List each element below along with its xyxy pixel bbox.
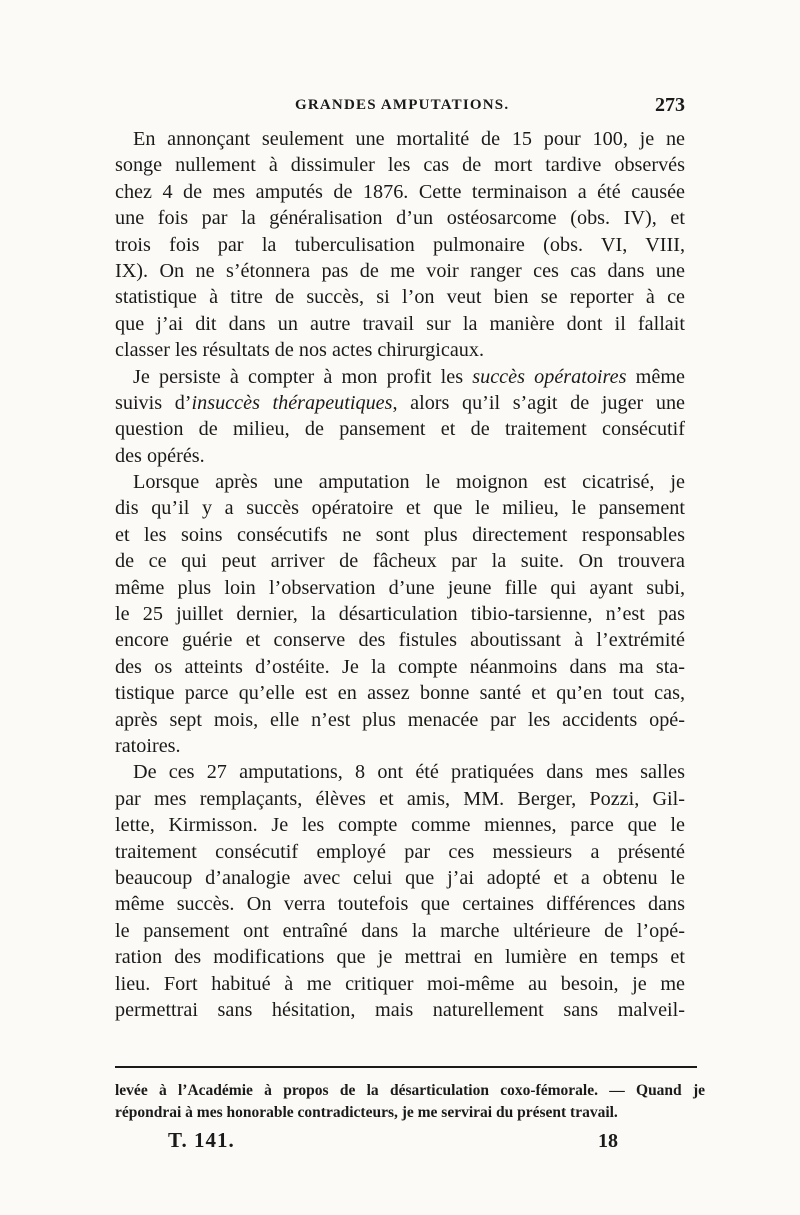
sheet-number: 18 [598,1130,618,1152]
text-line: des os atteints d’ostéite. Je la compte néanmoins dans ma sta- [115,655,685,678]
text-line: même succès. On verra toutefois que certaines différences dans [115,893,685,916]
running-title: GRANDES AMPUTATIONS. [295,97,510,113]
footnote-rule [115,1066,697,1068]
text-line [115,364,685,390]
text-line: tistique parce qu’elle est en assez bonne santé et qu’en tout cas, [115,682,685,705]
text-line: statistique à titre de succès, si l’on veut bien se reporter à ce [115,286,685,309]
text-line: trois fois par la tuberculisation pulmonaire (obs. VI, VIII, [115,233,685,256]
text-segment: suivis d’ [115,391,192,414]
italic-phrase: succès opératoires [472,365,627,388]
page-number: 273 [655,94,685,116]
text-line: de ce qui peut arriver de fâcheux par la suite. On trouvera [115,550,685,573]
text-line: le pansement ont entraîné dans la marche ultérieure de l’opé- [115,919,685,942]
text-line: Lorsque après une amputation le moignon est cicatrisé, je [133,471,685,494]
text-line: après sept mois, elle n’est plus menacée par les accidents opé- [115,708,685,731]
text-line: permettrai sans hésitation, mais naturellement sans malveil- [115,998,685,1021]
text-line: lette, Kirmisson. Je les compte comme miennes, parce que le [115,814,685,837]
text-segment: même [626,365,685,388]
running-head [115,94,685,121]
text-line: chez 4 de mes amputés de 1876. Cette terminaison a été causée [115,180,685,203]
text-line: une fois par la généralisation d’un ostéosarcome (obs. IV), et [115,207,685,230]
footnote-line: levée à l’Académie à propos de la désarticulation coxo-fémorale. — Quand je [115,1082,705,1099]
text-segment: , alors qu’il s’agit de juger une [392,391,685,414]
text-line: traitement consécutif employé par ces messieurs a présenté [115,840,685,863]
text-line [115,390,685,416]
body-text [115,126,685,1023]
text-line: De ces 27 amputations, 8 ont été pratiquées dans mes salles [133,761,685,784]
text-line: que j’ai dit dans un autre travail sur la manière dont il fallait [115,312,685,335]
text-line: lieu. Fort habitué à me critiquer moi-même au besoin, je me [115,972,685,995]
text-line: question de milieu, de pansement et de traitement consécutif [115,418,685,441]
text-line: beaucoup d’analogie avec celui que j’ai adopté et a obtenu le [115,866,685,889]
footnote-line: répondrai à mes honorable contradicteurs, je me servirai du présent travail. [115,1104,618,1121]
text-line: le 25 juillet dernier, la désarticulation tibio-tarsienne, n’est pas [115,603,685,626]
text-line: classer les résultats de nos actes chirurgicaux. [115,339,485,362]
text-line: et les soins consécutifs ne sont plus directement responsables [115,523,685,546]
text-line: En annonçant seulement une mortalité de 15 pour 100, je ne [133,128,685,150]
text-line: par mes remplaçants, élèves et amis, MM. Berger, Pozzi, Gil- [115,787,685,810]
text-line: dis qu’il y a succès opératoire et que le milieu, le pansement [115,497,685,520]
text-line: IX). On ne s’étonnera pas de me voir ranger ces cas dans une [115,259,685,282]
text-line: ration des modifications que je mettrai en lumière en temps et [115,946,685,969]
footnote [115,1080,705,1124]
text-line: même plus loin l’observation d’une jeune fille qui ayant subi, [115,576,685,599]
text-line: songe nullement à dissimuler les cas de mort tardive observés [115,154,685,177]
text-line: ratoires. [115,734,181,757]
signature-mark: T. 141. [168,1128,235,1152]
text-line: encore guérie et conserve des fistules aboutissant à l’extrémité [115,629,685,652]
text-line: des opérés. [115,444,205,467]
italic-phrase: insuccès thérapeutiques [191,391,393,414]
text-segment: Je persiste à compter à mon profit les [133,365,473,388]
